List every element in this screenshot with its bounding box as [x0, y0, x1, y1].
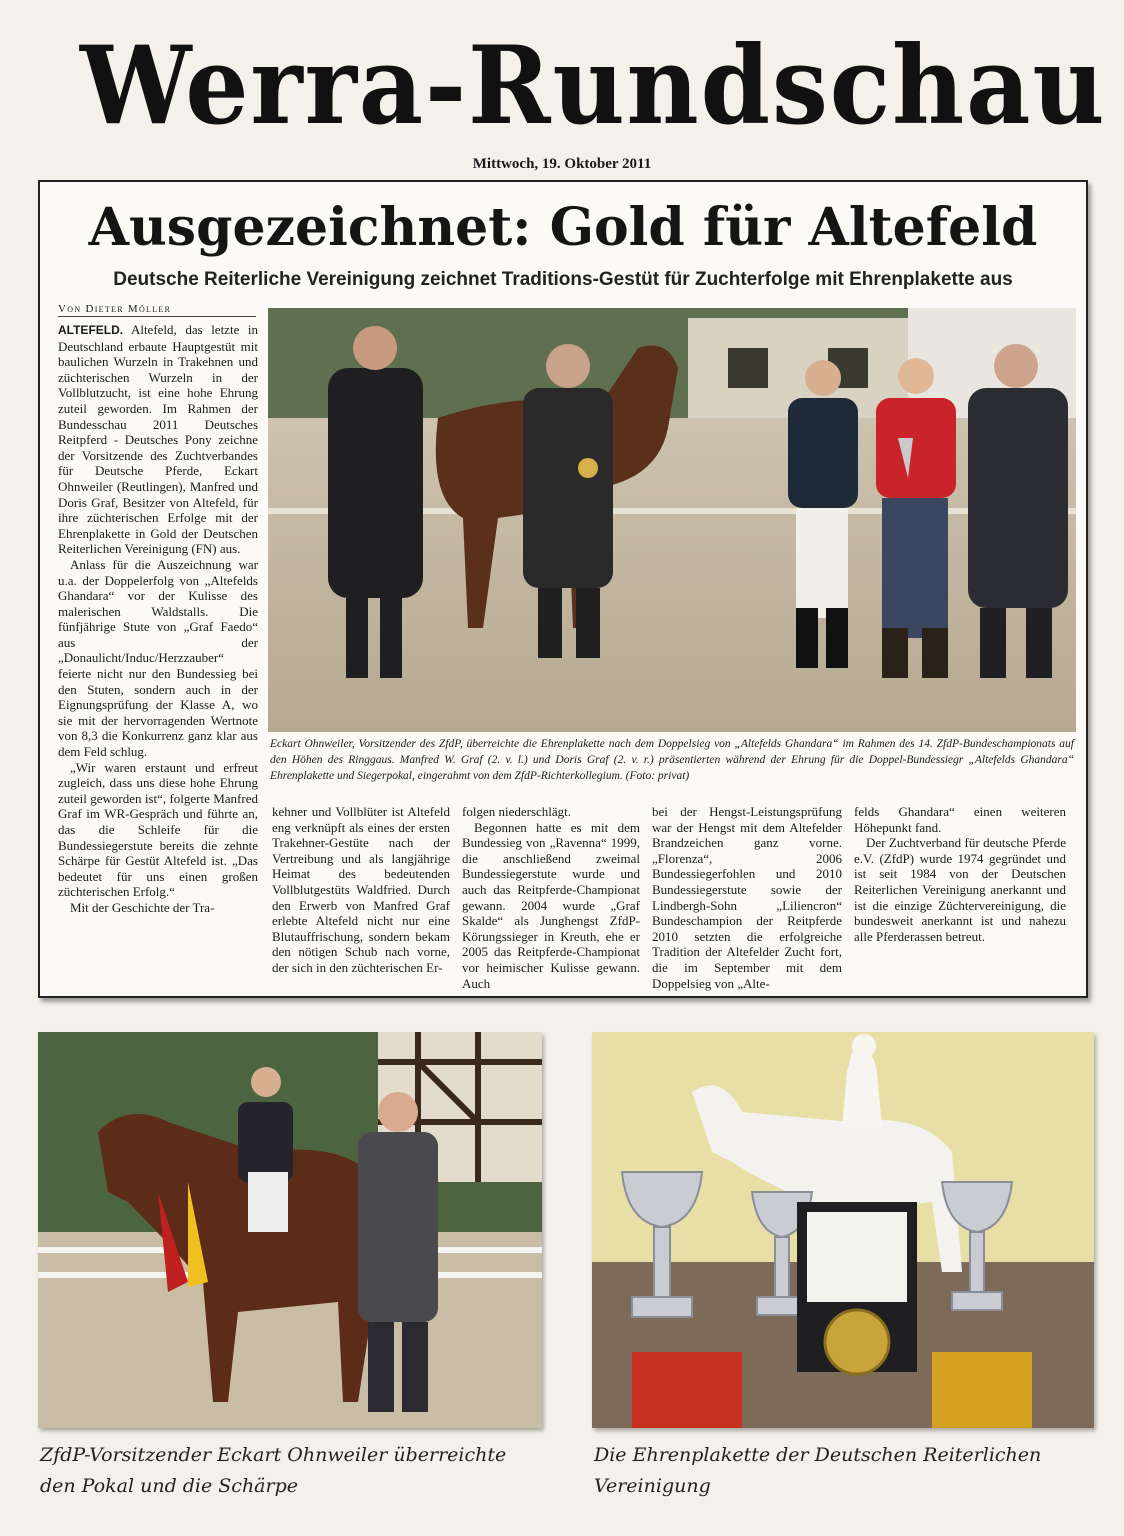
- dateline: ALTEFELD.: [58, 323, 124, 337]
- text-column-1: [58, 322, 258, 916]
- paragraph: folgen niederschlägt.: [462, 804, 572, 819]
- main-photo-ceremony: [268, 308, 1076, 732]
- caption-line: Vereinigung: [594, 1475, 711, 1497]
- paragraph: Der Zuchtverband für deutsche Pferde e.V. (ZfdP) wurde 1974 gegründet und ist seit 1984 von der Deutschen Reiterlichen Vereinigung anerkannt und ist die einzige Züchtervereinigung, die bundesweit anerkannt ist und nahezu alle Pferderassen betreut.: [854, 835, 1066, 944]
- bottom-right-caption: [594, 1440, 1104, 1502]
- caption-line: den Pokal und die Schärpe: [40, 1475, 299, 1497]
- paragraph: Anlass für die Auszeichnung war u.a. der Doppelerfolg von „Altefelds Ghandara“ vor der Kulisse des malerischen Waldstalls. Die fünfjährige Stute von „Graf Faedo“ aus der „Donaulicht/Induc/Herzzauber“ feierte nicht nur den Bundessieg bei den Stuten, sondern auch in der Eignungsprüfung der Klasse A, wo sie mit der hervorragenden Wertnote von 8,3 die Konkurrenz ganz klar aus dem Feld schlug.: [58, 556, 258, 760]
- text-column-2: kehner und Vollblüter ist Altefeld eng verknüpft als eines der ersten Trakehner-Gestüte nach der Vertreibung und als langjährige Heimat des bedeutenden Vollblutgestüts Waldfried. Durch den Erwerb von Manfred Graf erlebte Altefeld nicht nur eine Blutauffrischung, sondern bekam den nötigen Schub nach vorne, der sich in den züchterischen Er-: [272, 804, 450, 975]
- text-column-3: [462, 804, 640, 991]
- issue-date: Mittwoch, 19. Oktober 2011: [472, 156, 652, 172]
- sash-photo-image: [38, 1032, 542, 1428]
- byline: Von Dieter Möller: [58, 303, 256, 317]
- article-subheadline: Deutsche Reiterliche Vereinigung zeichnet Traditions-Gestüt für Zuchterfolge mit Ehrenplakette aus: [113, 269, 1013, 290]
- paragraph: felds Ghandara“ einen weiteren Höhepunkt fand.: [854, 804, 1066, 835]
- caption-line: ZfdP-Vorsitzender Eckart Ohnweiler überreichte: [40, 1444, 507, 1466]
- main-photo-caption: Eckart Ohnweiler, Vorsitzender des ZfdP, überreichte die Ehrenplakette nach dem Doppelsieg von „Altefelds Ghandara“ im Rahmen des 14. ZfdP-Bundeschampionats auf den Höhen des Ringgaus. Manfred W. Graf (2. v. l.) und Doris Graf (2. v. r.) präsentierten während der Ehrung für die Doppel-Bundessiegr „Altefelds Ghandara“ Ehrenplakette und Siegerpokal, eingerahmt von dem ZfdP-Richterkollegium. (Foto: privat): [270, 738, 1074, 782]
- paragraph: Mit der Geschichte der Tra-: [70, 899, 215, 915]
- text-column-4: bei der Hengst-Leistungsprüfung war der Hengst mit dem Altefelder Brandzeichen ganz vorne. „Florenza“, 2006 Bundessiegerfohlen und 2010 Bundessiegerstute sowie der Lindbergh-Sohn „Liliencron“ Bundeschampion der Reitpferde 2010 setzten die erfolgreiche Tradition der Altefelder Zucht fort, die im September mit dem Doppelsieg von „Alte-: [652, 804, 842, 991]
- photo-sash-presentation: [38, 1032, 542, 1428]
- newspaper-masthead: Werra-Rundschau: [80, 23, 1107, 149]
- paragraph: „Wir waren erstaunt und erfreut zugleich, dass uns diese hohe Ehrung zuteil geworden ist“, folgerte Manfred Graf im WR-Gespräch und führte an, das die Schleife für die Bundessiegerstute bereits die zehnte Schärpe für Gestüt Altefeld ist. „Das bedeutet für uns einen großen züchterischen Erfolg.“: [58, 759, 258, 900]
- plaque-photo-image: [592, 1032, 1094, 1428]
- paragraph: Begonnen hatte es mit dem Bundessieg von „Ravenna“ 1999, die anschließend zweimal Bundessiegerstute wurde und auch das Reitpferde-Championat gewann. 2004 wurde „Graf Skalde“ als Junghengst ZfdP-Körungssieger in Kreuth, ehe er 2005 das Reitpferde-Championat vor heimischer Kulisse gewann. Auch: [462, 819, 640, 991]
- photo-plaque-trophies: [592, 1032, 1094, 1428]
- text-column-5: [854, 804, 1066, 944]
- bottom-left-caption: [40, 1440, 560, 1502]
- paragraph: ALTEFELD. Altefeld, das letzte in Deutschland erbaute Hauptgestüt mit baulichen Wurzeln in Trakehnen und züchterischen Wurzeln in der Vollblutzucht, ist eine hohe Ehrung zuteil geworden. Im Rahmen der Bundesschau 2011 Deutsches Reitpferd - Deutsches Pony zeichne der Vorsitzende des Zuchtverbandes für Deutsche Pferde, Eckart Ohnweiler (Reutlingen), Manfred und Doris Graf, Besitzer von Altefeld, für ihre züchterischen Erfolge mit der Ehrenplakette in Gold der Deutschen Reiterlichen Vereinigung (FN) aus.: [58, 322, 258, 557]
- ceremony-photo-image: [268, 308, 1076, 732]
- caption-line: Die Ehrenplakette der Deutschen Reiterlichen: [594, 1444, 1042, 1466]
- article-headline: Ausgezeichnet: Gold für Altefeld: [88, 197, 1038, 258]
- article-box: [38, 180, 1088, 998]
